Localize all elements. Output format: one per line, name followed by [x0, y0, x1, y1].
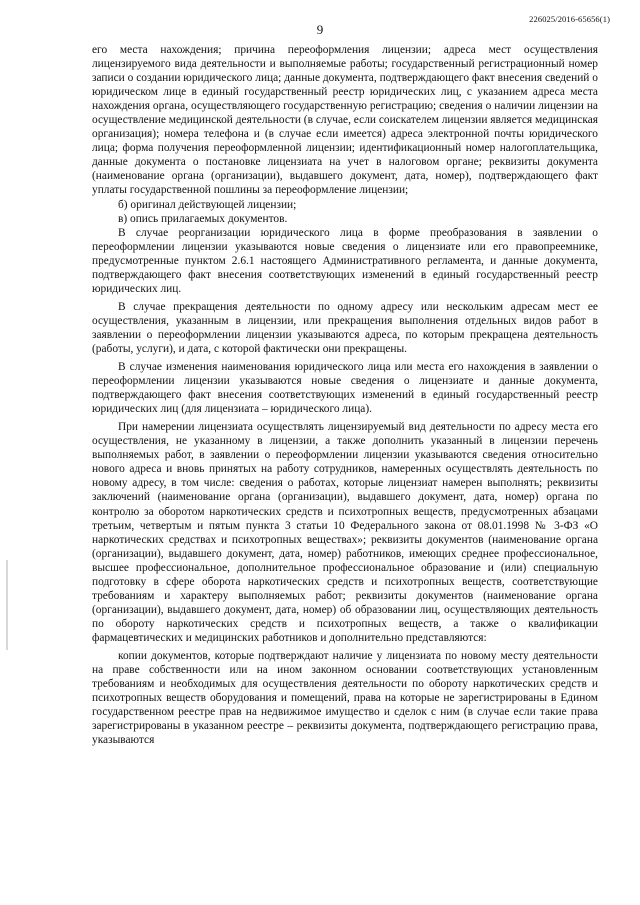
paragraph-new-address: При намерении лицензиата осуществлять лицензируемый вид деятельности по адресу места его осуществления, не указанному в лицензии, а также дополнить указанный в лицензии перечень выполняемых работ, в заявлении о переоформлении лицензии указываются сведения относительно нового адреса и вновь принятых на работу сотрудников, намеренных осуществлять деятельность по новому адресу, в том числе: сведения о работах, которые лицензиат намерен выполнять; реквизиты заключений (наименование органа (организации), выдавшего документ, дата, номер) органа по контролю за оборотом наркотических средств и психотропных веществ, предусмотренных абзацами третьим, четвертым и пятым пункта 3 статьи 10 Федерального закона от 08.01.1998 № 3-ФЗ «О наркотических средствах и психотропных веществах»; реквизиты документов (наименование органа (организации), выдавшего документ, дата, номер) работников, имеющих среднее профессиональное, высшее профессиональное, дополнительное профессиональное образование и (или) специальную подготовку в сфере оборота наркотических средств и психотропных веществ, соответствующие требованиям и характеру выполняемых работ; реквизиты документов (наименование органа (организации), выдавшего документ, дата, номер) об образовании лиц, осуществляющих деятельность по обороту наркотических средств и психотропных веществ, а также о квалификации фармацевтических и медицинских работников и дополнительно представляются:: [92, 421, 598, 644]
paragraph-termination: В случае прекращения деятельности по одному адресу или нескольким адресам мест ее осуществления, указанным в лицензии, или прекращения выполнения отдельных видов работ в заявлении о переоформлении лицензии указываются адреса, по которым прекращена деятельность (работы, услуги), и дата, с которой фактически они прекращены.: [92, 300, 598, 355]
paragraph-document-copies: копии документов, которые подтверждают наличие у лицензиата по новому месту деятельности на праве собственности или на ином законном основании соответствующих установленным требованиям и необходимых для осуществления деятельности по обороту наркотических средств и психотропных веществ оборудования и помещений, права на которые не зарегистрированы в Едином государственном реестре прав на недвижимое имущество и сделок с ним (в случае если такие права зарегистрированы в указанном реестре – реквизиты документа, подтверждающего регистрацию права, указываются: [92, 649, 598, 747]
page-number: 9: [316, 22, 324, 37]
paragraph-continuation: его места нахождения; причина переоформления лицензии; адреса мест осуществления лицензируемого вида деятельности и выполняемые работы; государственный регистрационный номер записи о создании юридического лица; данные документа, подтверждающего факт внесения сведений о юридическом лице в единый государственный реестр юридических лиц, с указанием адреса места нахождения органа, осуществляющего государственную регистрацию; сведения о наличии лицензии на осуществление медицинской деятельности (в случае, если соискателем лицензии является медицинская организация); номера телефона и (в случае если имеется) адреса электронной почты юридического лица; форма получения переоформленной лицензии; идентификационный номер налогоплательщика, данные документа о постановке лицензиата на учет в налоговом органе; реквизиты документа (наименование органа (организации), выдавшего документ, дата, номер), подтверждающего факт уплаты государственной пошлины за переоформление лицензии;: [92, 44, 598, 197]
list-item-v: в) опись прилагаемых документов.: [118, 212, 288, 225]
list-item-b: б) оригинал действующей лицензии;: [118, 198, 297, 211]
document-id: 226025/2016-65656(1): [529, 14, 610, 24]
document-body: [92, 43, 598, 747]
paragraph-name-change: В случае изменения наименования юридического лица или места его нахождения в заявлении о переоформлении лицензии указываются новые сведения о лицензиате и данные документа, подтверждающего факт внесения соответствующих изменений в единый государственный реестр юридических лиц (для лицензиата – юридического лица).: [92, 361, 598, 416]
paragraph-reorganization: В случае реорганизации юридического лица в форме преобразования в заявлении о переоформлении лицензии указываются новые сведения о лицензиате или его правопреемнике, предусмотренные пунктом 2.6.1 настоящего Административного регламента, и данные документа, подтверждающего факт внесения соответствующих изменений в единый государственный реестр юридических лиц.: [92, 226, 598, 295]
scan-margin-mark: [6, 560, 8, 650]
